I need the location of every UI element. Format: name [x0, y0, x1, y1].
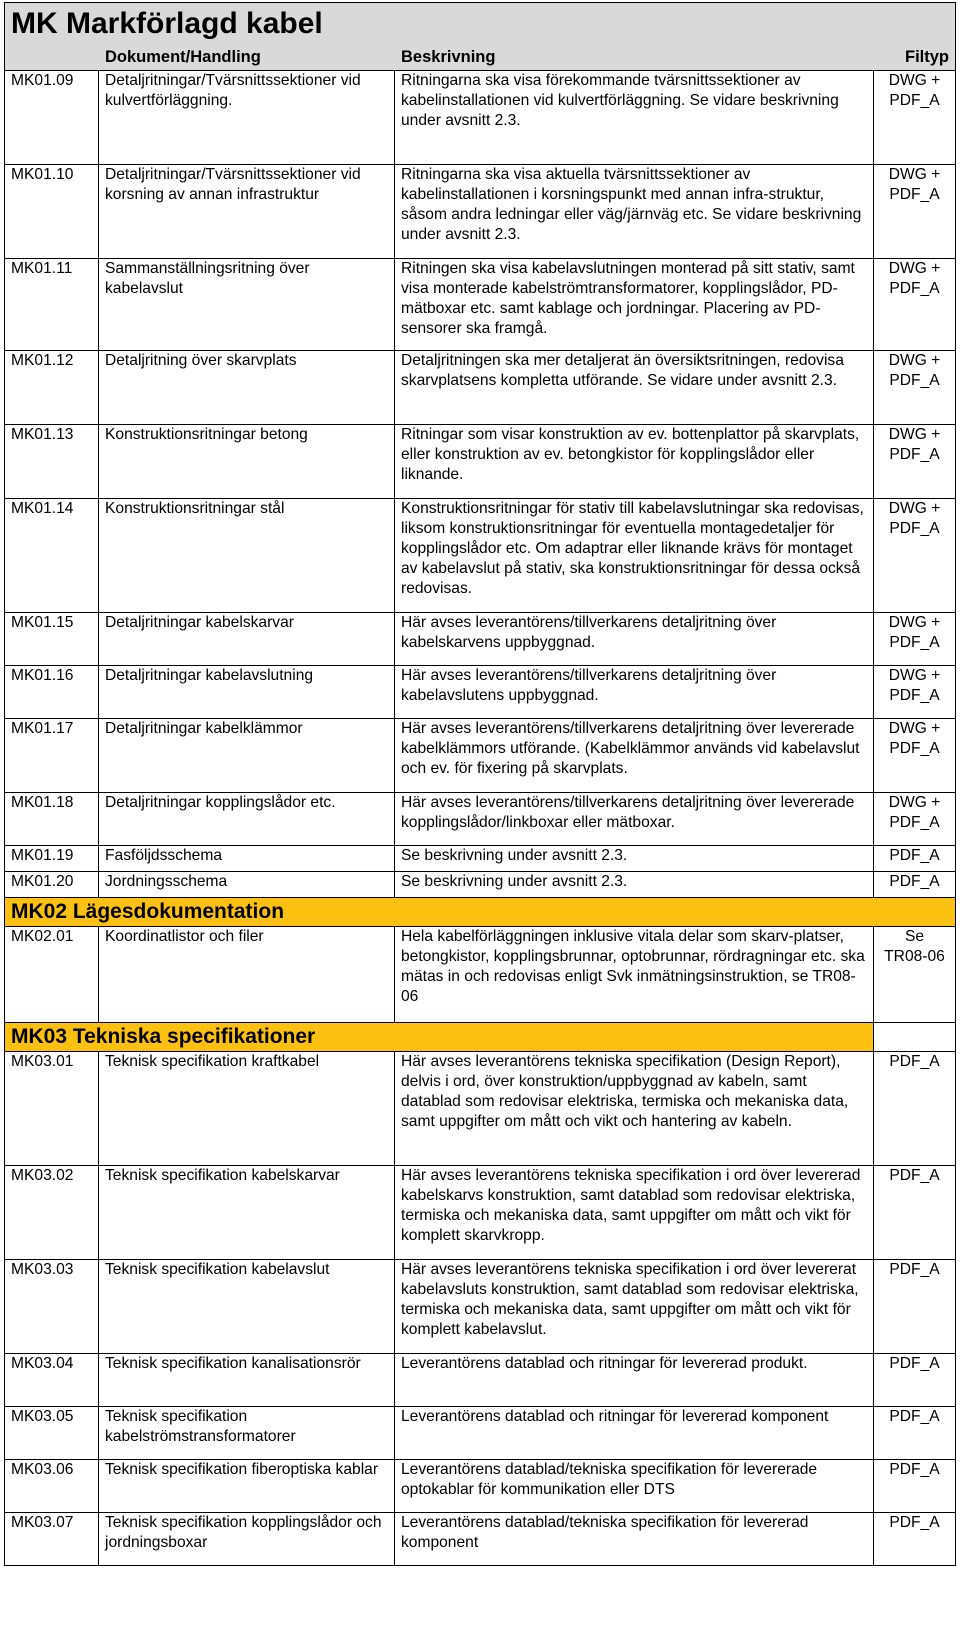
row-document: Detaljritningar/Tvärsnittssektioner vid kulvertförläggning. — [99, 71, 395, 165]
row-document: Fasföljdsschema — [99, 846, 395, 872]
row-description: Här avses leverantörens/tillverkarens detaljritning över levererade kopplingslådor/linkboxar eller mätboxar. — [395, 793, 874, 846]
header-description: Beskrivning — [401, 48, 496, 66]
row-document: Detaljritningar kopplingslådor etc. — [99, 793, 395, 846]
row-description: Ritningar som visar konstruktion av ev. bottenplattor på skarvplats, eller konstruktion av ev. betongkistor för kopplingslådor eller liknande. — [395, 425, 874, 499]
row-filetype: Se TR08-06 — [874, 927, 956, 1023]
table-row — [5, 872, 956, 898]
row-document: Teknisk specifikation kabelströmstransformatorer — [99, 1407, 395, 1460]
row-description: Här avses leverantörens/tillverkarens detaljritning över levererade kabelklämmors utförande. (Kabelklämmor används vid kabelavslut och ev. för fixering på skarvplats. — [395, 719, 874, 793]
row-description: Här avses leverantörens tekniska specifikation (Design Report), delvis i ord, över konstruktion/uppbyggnad av kabeln, samt datablad som redovisar elektriska, termiska och mekaniska data, samt uppgifter om mått och vikt och hantering av kabeln. — [395, 1052, 874, 1166]
row-filetype: DWG + PDF_A — [874, 793, 956, 846]
table-row — [5, 1407, 956, 1460]
header-code — [5, 44, 99, 70]
row-code: MK03.01 — [5, 1052, 99, 1166]
table-row — [5, 793, 956, 846]
row-filetype: PDF_A — [874, 846, 956, 872]
row-code: MK01.20 — [5, 872, 99, 898]
header-filetype: Filtyp — [905, 48, 949, 66]
header-document: Dokument/Handling — [105, 48, 261, 66]
table-row — [5, 666, 956, 719]
row-description: Här avses leverantörens tekniska specifikation i ord över levererad kabelskarvs konstruktion, samt datablad som redovisar elektriska, termiska och mekaniska data, samt uppgifter om mått och vikt för komplett skarvkropp. — [395, 1166, 874, 1260]
row-filetype: DWG + PDF_A — [874, 613, 956, 666]
row-document: Detaljritningar/Tvärsnittssektioner vid korsning av annan infrastruktur — [99, 165, 395, 259]
table-row — [5, 71, 956, 165]
row-document: Teknisk specifikation kabelskarvar — [99, 1166, 395, 1260]
section-title-mk03: MK03 Tekniska specifikationer — [5, 1023, 874, 1052]
row-description: Leverantörens datablad/tekniska specifikation för levererade optokablar för kommunikation eller DTS — [395, 1460, 874, 1513]
row-filetype: DWG + PDF_A — [874, 425, 956, 499]
row-document: Detaljritningar kabelavslutning — [99, 666, 395, 719]
row-description: Ritningen ska visa kabelavslutningen monterad på sitt stativ, samt visa monterade kabelströmtransformatorer, kopplingslådor, PD-mätboxar etc. samt kablage och jordningar. Placering av PD-sensorer ska framgå. — [395, 259, 874, 351]
row-code: MK03.05 — [5, 1407, 99, 1460]
table-row — [5, 425, 956, 499]
row-filetype: PDF_A — [874, 1166, 956, 1260]
row-filetype: PDF_A — [874, 1052, 956, 1166]
row-code: MK03.06 — [5, 1460, 99, 1513]
row-document: Teknisk specifikation kanalisationsrör — [99, 1354, 395, 1407]
section-spacer — [874, 1023, 956, 1052]
page-title: MK Markförlagd kabel — [4, 2, 956, 44]
row-document: Konstruktionsritningar betong — [99, 425, 395, 499]
table-header — [4, 44, 956, 70]
row-description: Här avses leverantörens tekniska specifikation i ord över levererat kabelavsluts konstruktion, samt datablad som redovisar elektriska, termiska och mekaniska data, samt uppgifter om mått och vikt för komplett kabelavslut. — [395, 1260, 874, 1354]
row-description: Hela kabelförläggningen inklusive vitala delar som skarv-platser, betongkistor, kopplingsbrunnar, optobrunnar, rördragningar etc. ska mätas in och redovisas enligt Svk inmätningsinstruktion, se TR08-06 — [395, 927, 874, 1023]
row-description: Se beskrivning under avsnitt 2.3. — [395, 872, 874, 898]
row-filetype: DWG + PDF_A — [874, 165, 956, 259]
table-row — [5, 1166, 956, 1260]
row-filetype: PDF_A — [874, 1260, 956, 1354]
row-filetype: DWG + PDF_A — [874, 259, 956, 351]
row-description: Konstruktionsritningar för stativ till kabelavslutningar ska redovisas, liksom konstruktionsritningar för eventuella montagedetaljer för kopplingslådor etc. Om adaptrar eller liknande krävs för montaget av kabelavslut på stativ, ska konstruktionsritningar för dessa också redovisas. — [395, 499, 874, 613]
row-code: MK03.02 — [5, 1166, 99, 1260]
row-code: MK01.15 — [5, 613, 99, 666]
row-code: MK03.04 — [5, 1354, 99, 1407]
row-description: Leverantörens datablad och ritningar för levererad produkt. — [395, 1354, 874, 1407]
section-title-mk02: MK02 Lägesdokumentation — [5, 898, 956, 927]
row-filetype: PDF_A — [874, 1354, 956, 1407]
row-description: Leverantörens datablad och ritningar för levererad komponent — [395, 1407, 874, 1460]
row-document: Koordinatlistor och filer — [99, 927, 395, 1023]
mk02-section — [5, 898, 956, 1052]
row-description: Detaljritningen ska mer detaljerat än översiktsritningen, redovisa skarvplatsens kompletta utförande. Se vidare under avsnitt 2.3. — [395, 351, 874, 425]
row-filetype: PDF_A — [874, 1407, 956, 1460]
row-document: Teknisk specifikation kraftkabel — [99, 1052, 395, 1166]
row-code: MK01.19 — [5, 846, 99, 872]
mk03-rows — [5, 1052, 956, 1566]
table-row — [5, 1354, 956, 1407]
table-row — [5, 165, 956, 259]
table-row — [5, 719, 956, 793]
row-code: MK01.12 — [5, 351, 99, 425]
row-document: Sammanställningsritning över kabelavslut — [99, 259, 395, 351]
row-document: Detaljritningar kabelskarvar — [99, 613, 395, 666]
row-code: MK01.18 — [5, 793, 99, 846]
table-row — [5, 613, 956, 666]
table-row — [5, 1460, 956, 1513]
row-filetype: PDF_A — [874, 1513, 956, 1566]
row-description: Leverantörens datablad/tekniska specifikation för levererad komponent — [395, 1513, 874, 1566]
document-page — [4, 2, 956, 1566]
row-filetype: PDF_A — [874, 1460, 956, 1513]
section-header-row — [5, 1023, 956, 1052]
table-row — [5, 1260, 956, 1354]
row-description: Här avses leverantörens/tillverkarens detaljritning över kabelavslutens uppbyggnad. — [395, 666, 874, 719]
row-filetype: DWG + PDF_A — [874, 71, 956, 165]
row-code: MK01.16 — [5, 666, 99, 719]
table-row — [5, 259, 956, 351]
mk01-rows — [5, 71, 956, 898]
row-description: Ritningarna ska visa aktuella tvärsnittssektioner av kabelinstallationen i korsningspunkt med annan infra-struktur, såsom andra ledningar eller väg/järnväg etc. Se vidare beskrivning under avsnitt 2.3. — [395, 165, 874, 259]
section-header-row — [5, 898, 956, 927]
row-description: Ritningarna ska visa förekommande tvärsnittssektioner av kabelinstallationen vid kulvertförläggning. Se vidare beskrivning under avsnitt 2.3. — [395, 71, 874, 165]
row-document: Detaljritning över skarvplats — [99, 351, 395, 425]
row-document: Detaljritningar kabelklämmor — [99, 719, 395, 793]
table-row — [5, 927, 956, 1023]
table-row — [5, 1052, 956, 1166]
row-document: Teknisk specifikation kabelavslut — [99, 1260, 395, 1354]
row-code: MK01.11 — [5, 259, 99, 351]
row-document: Teknisk specifikation fiberoptiska kablar — [99, 1460, 395, 1513]
row-document: Jordningsschema — [99, 872, 395, 898]
row-filetype: DWG + PDF_A — [874, 719, 956, 793]
row-code: MK01.17 — [5, 719, 99, 793]
row-filetype: DWG + PDF_A — [874, 666, 956, 719]
row-filetype: DWG + PDF_A — [874, 351, 956, 425]
row-code: MK01.10 — [5, 165, 99, 259]
row-code: MK01.09 — [5, 71, 99, 165]
row-document: Konstruktionsritningar stål — [99, 499, 395, 613]
row-filetype: DWG + PDF_A — [874, 499, 956, 613]
row-code: MK03.07 — [5, 1513, 99, 1566]
table-row — [5, 1513, 956, 1566]
row-description: Se beskrivning under avsnitt 2.3. — [395, 846, 874, 872]
row-code: MK01.13 — [5, 425, 99, 499]
row-code: MK01.14 — [5, 499, 99, 613]
row-document: Teknisk specifikation kopplingslådor och jordningsboxar — [99, 1513, 395, 1566]
row-code: MK02.01 — [5, 927, 99, 1023]
document-table — [4, 70, 956, 1566]
row-description: Här avses leverantörens/tillverkarens detaljritning över kabelskarvens uppbyggnad. — [395, 613, 874, 666]
row-code: MK03.03 — [5, 1260, 99, 1354]
row-filetype: PDF_A — [874, 872, 956, 898]
table-row — [5, 351, 956, 425]
table-row — [5, 499, 956, 613]
table-row — [5, 846, 956, 872]
